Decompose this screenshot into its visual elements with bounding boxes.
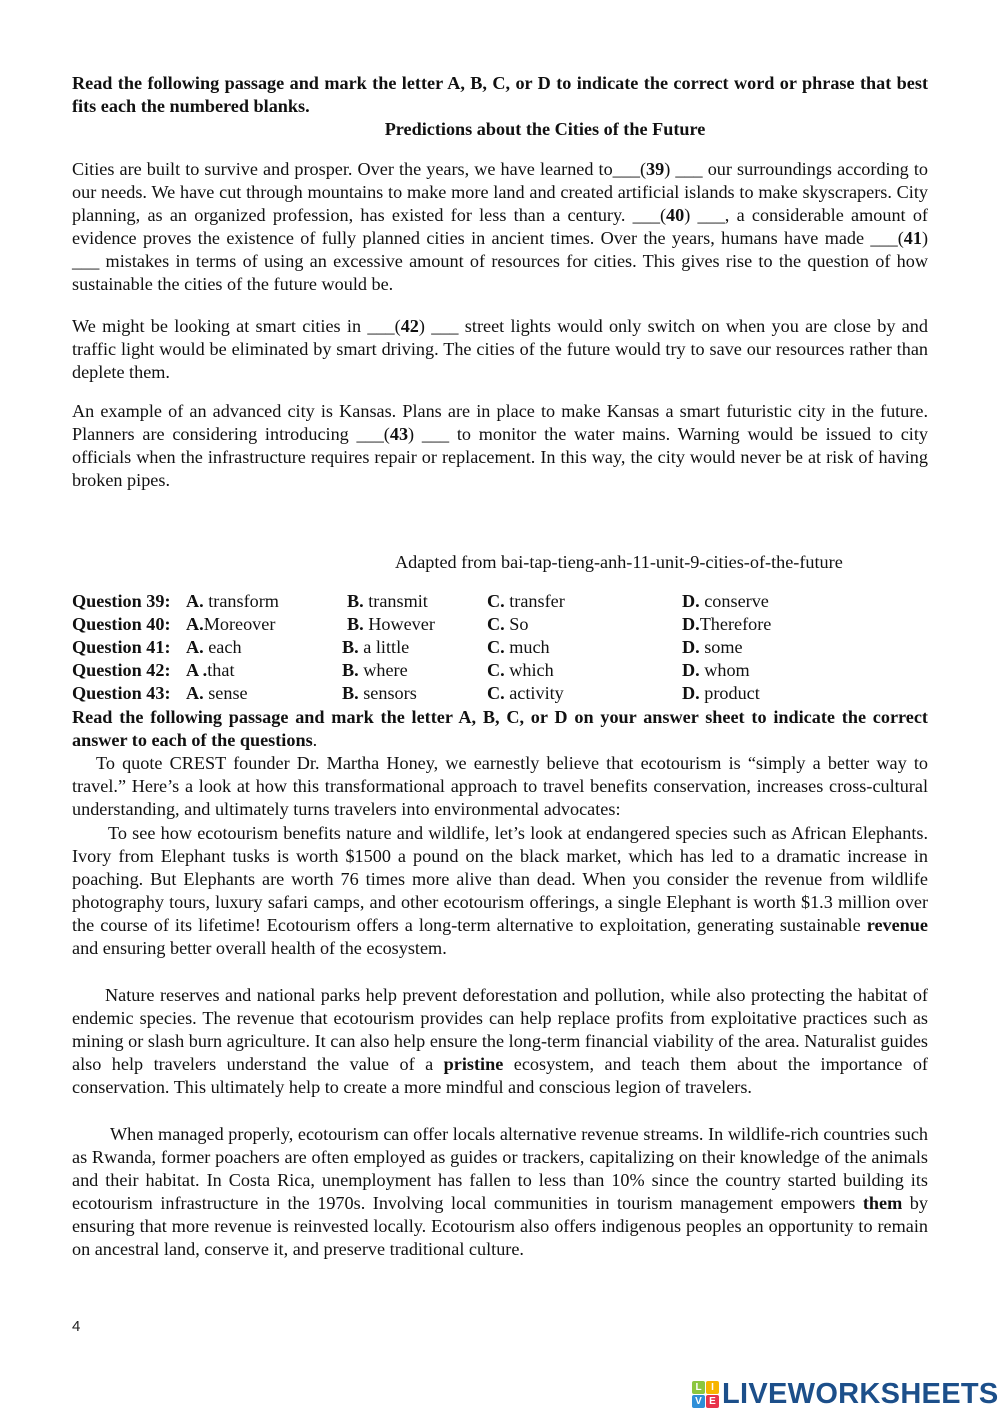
- source-credit: Adapted from bai-tap-tieng-anh-11-unit-9-cities-of-the-future: [395, 552, 843, 572]
- tile-e: E: [706, 1395, 719, 1408]
- option-b[interactable]: B. However: [347, 614, 435, 634]
- reading-paragraph-3: Nature reserves and national parks help prevent deforestation and pollution, while also protecting the habitat of endemic species. The revenue that ecotourism provides can help replace profits from exploitative practices such as mining or slash burn agriculture. It can also help ensure the long-term financial viability of the area. Naturalist guides also help travelers understand the value of a pristine ecosystem, and teach them about the importance of conservation. This ultimately help to create a more mindful and conscious legion of travelers.: [72, 985, 928, 1097]
- question-41: [72, 636, 932, 659]
- cloze-paragraph-1: Cities are built to survive and prosper. Over the years, we have learned to___(39) ___ our surroundings according to our needs. We have cut through mountains to make more land and created artificial islands to make skyscrapers. City planning, as an organized profession, has existed for less than a century. ___(40) ___, a considerable amount of evidence proves the existence of fully planned cities in ancient times. Over the years, humans have made ___(41) ___ mistakes in terms of using an excessive amount of resources for cities. This gives rise to the question of how sustainable the cities of the future would be.: [72, 159, 928, 294]
- question-39: [72, 590, 932, 613]
- liveworksheets-logo: [692, 1378, 999, 1410]
- option-c[interactable]: C. activity: [487, 683, 564, 703]
- option-a[interactable]: A. sense: [186, 683, 248, 703]
- question-label: Question 39:: [72, 591, 171, 611]
- cloze-instruction: Read the following passage and mark the letter A, B, C, or D to indicate the correct word or phrase that best fits each the numbered blanks.: [72, 73, 928, 116]
- question-40: [72, 613, 932, 636]
- option-d[interactable]: D. whom: [682, 660, 750, 680]
- option-a[interactable]: A. transform: [186, 591, 279, 611]
- tile-v: V: [692, 1395, 705, 1408]
- option-c[interactable]: C. much: [487, 637, 550, 657]
- reading-paragraph-1: To quote CREST founder Dr. Martha Honey, we earnestly believe that ecotourism is “simply a better way to travel.” Here’s a look at how this transformational approach to travel benefits conservation, increases cross-cultural understanding, and ultimately turns travelers into environmental advocates:: [72, 753, 928, 819]
- question-43: [72, 682, 932, 705]
- option-c[interactable]: C. So: [487, 614, 529, 634]
- option-d[interactable]: D.Therefore: [682, 614, 772, 634]
- option-b[interactable]: B. transmit: [347, 591, 428, 611]
- reading-paragraph-2: To see how ecotourism benefits nature and wildlife, let’s look at endangered species such as African Elephants. Ivory from Elephant tusks is worth $1500 a pound on the black market, which has led to a dramatic increase in poaching. But Elephants are worth 76 times more alive than dead. When you consider the revenue from wildlife photography tours, luxury safari camps, and other ecotourism offerings, a single Elephant is worth $1.3 million over the course of its lifetime! Ecotourism offers a long-term alternative to exploitation, generating sustainable revenue and ensuring better overall health of the ecosystem.: [72, 823, 928, 958]
- passage-title: Predictions about the Cities of the Future: [384, 119, 706, 139]
- reading-instruction: Read the following passage and mark the letter A, B, C, or D on your answer sheet to indicate the correct answer to each of the questions.: [72, 707, 928, 750]
- option-a[interactable]: A.Moreover: [186, 614, 276, 634]
- option-b[interactable]: B. sensors: [342, 683, 417, 703]
- option-d[interactable]: D. some: [682, 637, 743, 657]
- live-tiles-icon: [692, 1381, 719, 1408]
- cloze-paragraph-3: An example of an advanced city is Kansas. Plans are in place to make Kansas a smart futuristic city in the future. Planners are considering introducing ___(43) ___ to monitor the water mains. Warning would be issued to city officials when the infrastructure requires repair or replacement. In this way, the city would never be at risk of having broken pipes.: [72, 401, 928, 490]
- logo-text: LIVEWORKSHEETS: [722, 1377, 999, 1410]
- page-number: 4: [72, 1318, 81, 1335]
- tile-l: L: [692, 1381, 705, 1394]
- option-c[interactable]: C. which: [487, 660, 554, 680]
- question-label: Question 42:: [72, 660, 171, 680]
- option-a[interactable]: A .that: [186, 660, 235, 680]
- option-a[interactable]: A. each: [186, 637, 242, 657]
- question-42: [72, 659, 932, 682]
- option-d[interactable]: D. product: [682, 683, 760, 703]
- question-label: Question 41:: [72, 637, 171, 657]
- reading-paragraph-4: When managed properly, ecotourism can offer locals alternative revenue streams. In wildlife-rich countries such as Rwanda, former poachers are often employed as guides or trackers, capitalizing on their knowledge of the animals and their habitat. In Costa Rica, unemployment has fallen to less than 10% since the country started building its ecotourism infrastructure in the 1970s. Involving local communities in tourism management empowers them by ensuring that more revenue is reinvested locally. Ecotourism also offers indigenous peoples an opportunity to remain on ancestral land, conserve it, and preserve traditional culture.: [72, 1124, 928, 1259]
- option-d[interactable]: D. conserve: [682, 591, 769, 611]
- tile-i: I: [706, 1381, 719, 1394]
- question-label: Question 43:: [72, 683, 171, 703]
- question-label: Question 40:: [72, 614, 171, 634]
- cloze-paragraph-2: We might be looking at smart cities in ___(42) ___ street lights would only switch on when you are close by and traffic light would be eliminated by smart driving. The cities of the future would try to save our resources rather than deplete them.: [72, 316, 928, 382]
- option-c[interactable]: C. transfer: [487, 591, 565, 611]
- option-b[interactable]: B. where: [342, 660, 408, 680]
- option-b[interactable]: B. a little: [342, 637, 410, 657]
